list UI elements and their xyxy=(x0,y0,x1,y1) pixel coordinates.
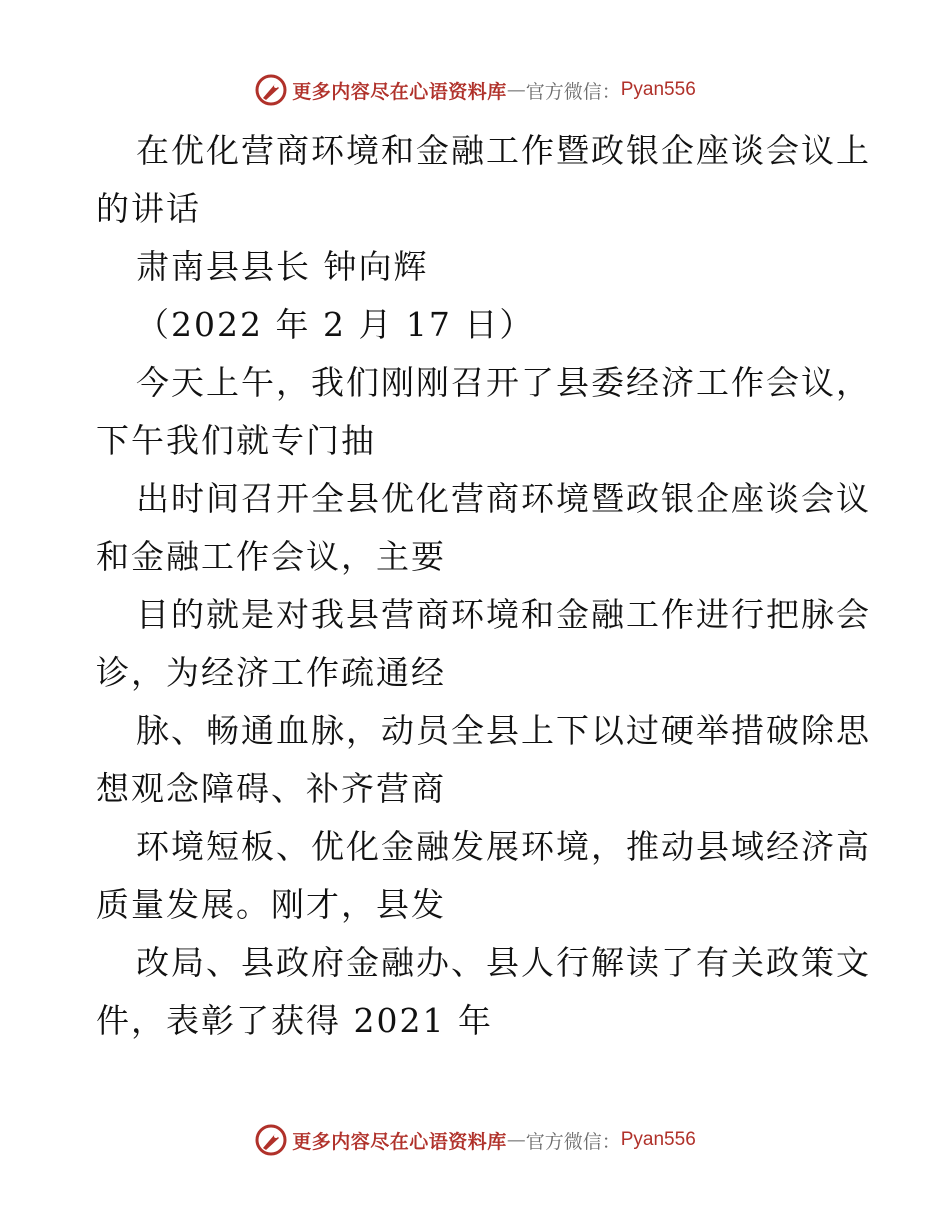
body-line: 下午我们就专门抽 xyxy=(96,421,376,460)
body-line: 诊，为经济工作疏通经 xyxy=(96,653,446,692)
pen-nib-logo-icon xyxy=(254,73,288,107)
banner-slogan: 更多内容尽在心语资料库 xyxy=(292,80,507,103)
banner-wechat-label: 官方微信： xyxy=(525,1130,621,1153)
date-line: （2022 年 2 月 17 日） xyxy=(136,305,535,344)
body-line: 出时间召开全县优化营商环境暨政银企座谈会议 xyxy=(136,479,871,518)
banner-wechat-label: 官方微信： xyxy=(525,80,621,103)
body-line: 想观念障碍、补齐营商 xyxy=(96,769,446,808)
document-title-line-1: 在优化营商环境和金融工作暨政银企座谈会议上 xyxy=(136,131,871,170)
body-line: 环境短板、优化金融发展环境，推动县域经济高 xyxy=(136,827,871,866)
body-line: 今天上午，我们刚刚召开了县委经济工作会议， xyxy=(136,363,871,402)
body-line: 脉、畅通血脉，动员全县上下以过硬举措破除思 xyxy=(136,711,871,750)
footer-banner xyxy=(0,1120,950,1160)
body-line: 质量发展。刚才，县发 xyxy=(96,885,446,924)
banner-separator: — xyxy=(506,1129,526,1151)
speaker-line: 肃南县县长 钟向辉 xyxy=(136,247,429,286)
document-title-line-2: 的讲话 xyxy=(96,189,201,228)
banner-separator: — xyxy=(506,79,526,101)
banner-wechat-id: Pyan556 xyxy=(620,1129,696,1150)
document-body xyxy=(96,122,871,1050)
pen-nib-logo-icon xyxy=(254,1123,288,1157)
banner-slogan: 更多内容尽在心语资料库 xyxy=(292,1130,507,1153)
banner-wechat-id: Pyan556 xyxy=(620,79,696,100)
body-line: 和金融工作会议，主要 xyxy=(96,537,446,576)
body-line: 件，表彰了获得 2021 年 xyxy=(96,1001,493,1040)
body-line: 目的就是对我县营商环境和金融工作进行把脉会 xyxy=(136,595,871,634)
body-line: 改局、县政府金融办、县人行解读了有关政策文 xyxy=(136,943,871,982)
header-banner xyxy=(0,70,950,110)
